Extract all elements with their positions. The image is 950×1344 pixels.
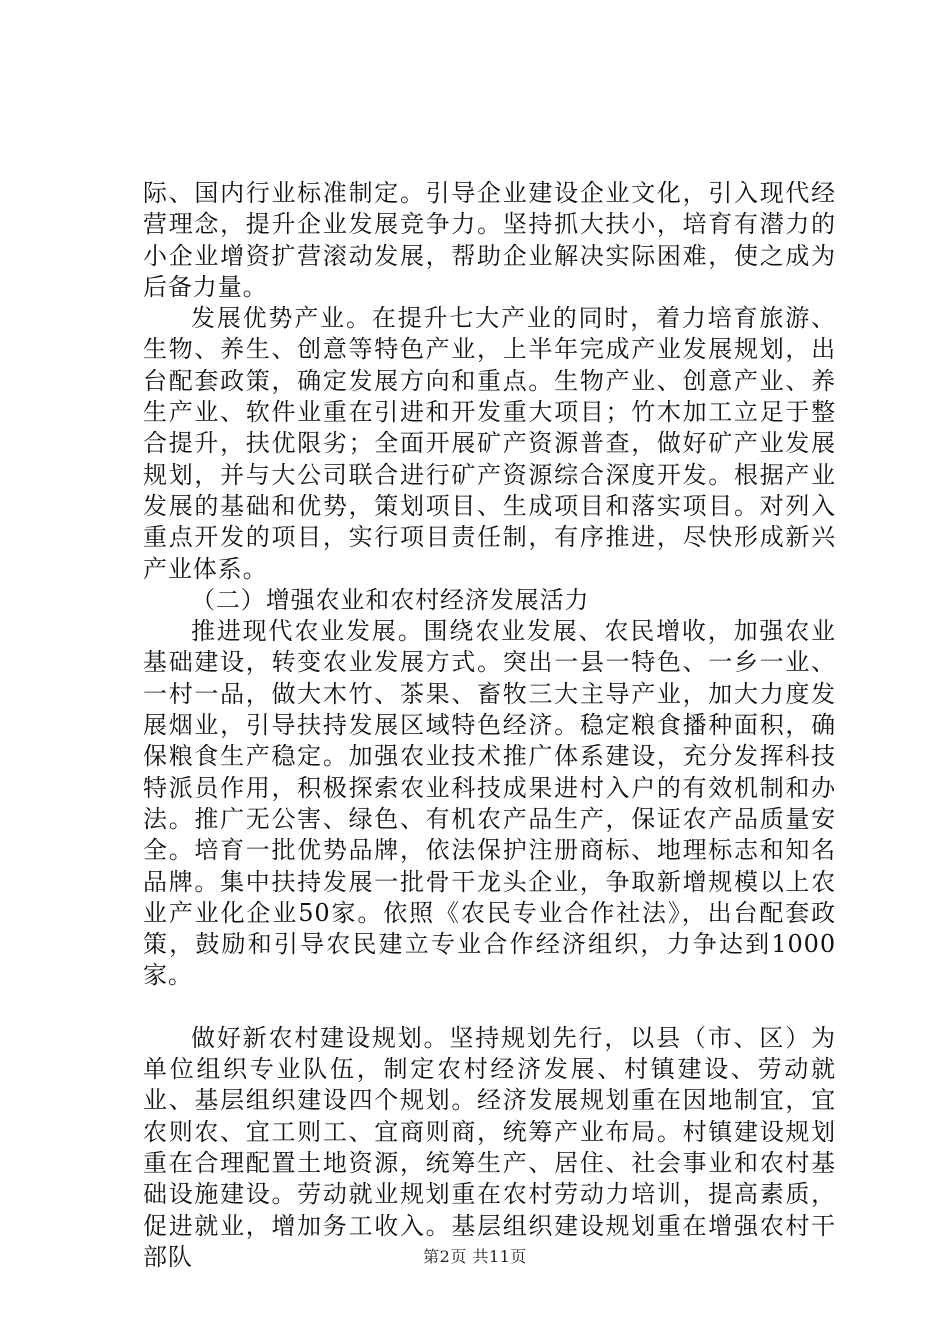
- paragraph-modern-agriculture: 推进现代农业发展。围绕农业发展、农民增收，加强农业基础建设，转变农业发展方式。突出一县一特色、一乡一业、一村一品，做大木竹、茶果、畜牧三大主导产业，加大力度发展烟业，引导扶持发展区域特色经济。稳定粮食播种面积，确保粮食生产稳定。加强农业技术推广体系建设，充分发挥科技特派员作用，积极探索农业科技成果进村入户的有效机制和办法。推广无公害、绿色、有机农产品生产，保证农产品质量安全。培育一批优势品牌，依法保护注册商标、地理标志和知名品牌。集中扶持发展一批骨干龙头企业，争取新增规模以上农业产业化企业50家。依照《农民专业合作社法》，出台配套政策，鼓励和引导农民建立专业合作经济组织，力争达到1000家。: [143, 617, 836, 990]
- body-text: [143, 178, 836, 1273]
- paragraph-continuation: 际、国内行业标准制定。引导企业建设企业文化，引入现代经营理念，提升企业发展竞争力。坚持抓大扶小，培育有潜力的小企业增资扩营滚动发展，帮助企业解决实际困难，使之成为后备力量。: [143, 179, 836, 301]
- paragraph-advantage-industries: 发展优势产业。在提升七大产业的同时，着力培育旅游、生物、养生、创意等特色产业，上半年完成产业发展规划，出台配套政策，确定发展方向和重点。生物产业、创意产业、养生产业、软件业重在引进和开发重大项目；竹木加工立足于整合提升，扶优限劣；全面开展矿产资源普查，做好矿产业发展规划，并与大公司联合进行矿产资源综合深度开发。根据产业发展的基础和优势，策划项目、生成项目和落实项目。对列入重点开发的项目，实行项目责任制，有序推进，尽快形成新兴产业体系。: [143, 304, 836, 583]
- section-heading: （二）增强农业和农村经济发展活力: [191, 585, 590, 614]
- page-footer: 第2页 共11页: [423, 1247, 527, 1266]
- paragraph-rural-planning: 做好新农村建设规划。坚持规划先行，以县（市、区）为单位组织专业队伍，制定农村经济发展、村镇建设、劳动就业、基层组织建设四个规划。经济发展规划重在因地制宜，宜农则农、宜工则工、宜商则商，统筹产业布局。村镇建设规划重在合理配置土地资源，统筹生产、居住、社会事业和农村基础设施建设。劳动就业规划重在农村劳动力培训，提高素质，促进就业，增加务工收入。基层组织建设规划重在增强农村干部队: [143, 1023, 836, 1271]
